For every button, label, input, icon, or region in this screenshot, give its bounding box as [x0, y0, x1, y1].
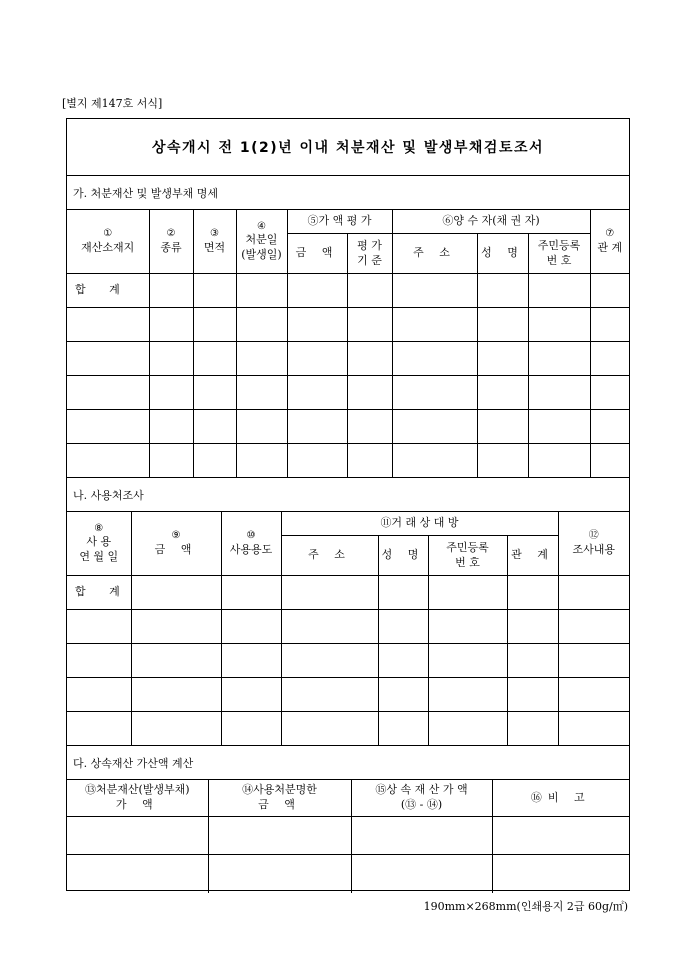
section-c-label: 다. 상속재산 가산액 계산 [67, 745, 629, 779]
form-title: 상속개시 전 1(2)년 이내 처분재산 및 발생부채검토조서 [151, 140, 545, 156]
col-disposal-date: ④ 처분일 (발생일) [236, 210, 287, 274]
section-a-label: 가. 처분재산 및 발생부채 명세 [67, 175, 629, 209]
table-row [67, 308, 629, 342]
col-relation: ⑦ 관 계 [590, 210, 629, 274]
table-row [67, 274, 629, 308]
col-id-number: 주민등록 번 호 [528, 234, 590, 274]
col-property-location: ① 재산소재지 [67, 210, 149, 274]
col-valuation-basis: 평 가 기 준 [347, 234, 392, 274]
form-reference: [별지 제147호 서식] [62, 97, 163, 110]
col-name: 성 명 [477, 234, 528, 274]
section-b-label: 나. 사용처조사 [67, 477, 629, 511]
usage-table [67, 511, 629, 746]
col-type: ② 종류 [149, 210, 193, 274]
col-usage-date: ⑧ 사 용 연 월 일 [67, 512, 131, 576]
col-valuation-group: ⑤가 액 평 가 [287, 210, 392, 234]
col-transferee-group: ⑥양 수 자(채 권 자) [392, 210, 590, 234]
table-row [67, 342, 629, 376]
col-usage-amount: ⑨ 금 액 [131, 512, 221, 576]
col-cp-name: 성 명 [378, 536, 428, 576]
table-row [67, 644, 629, 678]
table-row [67, 712, 629, 746]
col-usage-purpose: ⑩ 사용용도 [221, 512, 281, 576]
col-traced-amount: ⑭사용처분명한 금 액 [208, 780, 351, 817]
form-frame [66, 118, 630, 891]
table-row [67, 678, 629, 712]
col-remarks: ⑯비 고 [492, 780, 629, 817]
col-cp-relation: 관 계 [507, 536, 558, 576]
col-counterparty-group: ⑪거 래 상 대 방 [281, 512, 558, 536]
col-disposal-value: ⑬처분재산(발생부채) 가 액 [67, 780, 208, 817]
col-investigation: ⑫ 조사내용 [558, 512, 629, 576]
col-estate-value: ⑮상 속 재 산 가 액 (⑬ - ⑭) [351, 780, 492, 817]
col-area: ③ 면적 [193, 210, 236, 274]
total-label: 합 계 [67, 576, 131, 610]
col-address: 주 소 [392, 234, 477, 274]
total-label: 합 계 [67, 274, 149, 308]
table-row [67, 376, 629, 410]
table-row [67, 855, 629, 893]
table-row [67, 410, 629, 444]
col-cp-id-number: 주민등록 번 호 [428, 536, 507, 576]
paper-size-note: 190mm×268mm(인쇄용지 2급 60g/㎡) [423, 900, 628, 913]
table-row [67, 610, 629, 644]
table-row [67, 817, 629, 855]
col-cp-address: 주 소 [281, 536, 378, 576]
table-row [67, 444, 629, 478]
addition-table [67, 779, 629, 893]
table-row [67, 576, 629, 610]
disposal-table [67, 209, 629, 478]
col-amount: 금 액 [287, 234, 347, 274]
